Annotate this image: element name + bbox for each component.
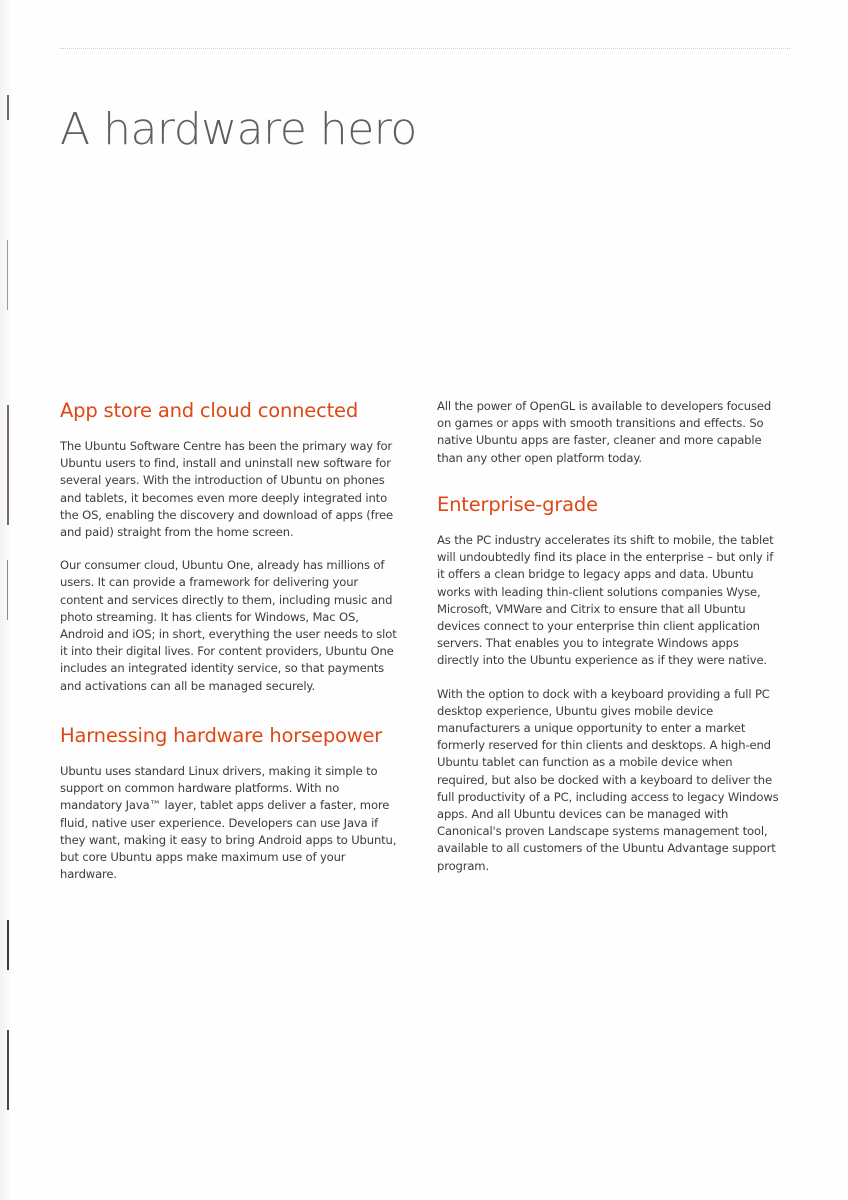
page-title: A hardware hero [60, 104, 417, 155]
binding-mark [7, 240, 8, 310]
paragraph-docking: With the option to dock with a keyboard providing a full PC desktop experience, Ubuntu gives mobile device manufacturers a unique opportunity to enter a market formerly reserved for thin clients and desktops. A high-end Ubuntu tablet can function as a mobile device when required, but also be docked with a keyboard to deliver the full productivity of a PC, including access to legacy Windows apps. And all Ubuntu devices can be managed with Canonical's proven Landscape systems management tool, available to all customers of the Ubuntu Advantage support program. [437, 686, 779, 873]
section-heading-harnessing: Harnessing hardware horsepower [60, 724, 383, 747]
section-app-store [60, 399, 402, 711]
section-heading-app-store: App store and cloud connected [60, 399, 359, 422]
binding-mark [7, 1030, 9, 1110]
paragraph-thin-client: As the PC industry accelerates its shift to mobile, the tablet will undoubtedly find its place in the enterprise – but only if it offers a clean bridge to legacy apps and data. Ubuntu works with leading thin-client solutions companies Wyse, Microsoft, VMWare and Citrix to ensure that all Ubuntu devices connect to your enterprise thin client application servers. That enables you to integrate Windows apps directly into the Ubuntu experience as if they were native. [437, 533, 774, 668]
paragraph-software-centre: The Ubuntu Software Centre has been the primary way for Ubuntu users to find, install and uninstall new software for several years. With the introduction of Ubuntu on phones and tablets, it becomes even more deeply integrated into the OS, enabling the discovery and download of apps (free and paid) straight from the home screen. [60, 439, 393, 540]
binding-mark [7, 560, 8, 620]
section-enterprise-grade [437, 493, 782, 891]
section-opengl [437, 398, 782, 483]
binding-mark [7, 95, 9, 120]
header-divider [60, 48, 790, 49]
paragraph-linux-drivers: Ubuntu uses standard Linux drivers, making it simple to support on common hardware platforms. With no mandatory Java™ layer, tablet apps deliver a faster, more fluid, native user experience. Developers can use Java if they want, making it easy to bring Android apps to Ubuntu, but core Ubuntu apps make maximum use of your hardware. [60, 764, 397, 882]
binding-mark [7, 920, 9, 970]
paragraph-opengl: All the power of OpenGL is available to developers focused on games or apps with smooth transitions and effects. So native Ubuntu apps are faster, cleaner and more capable than any other open platform today. [437, 399, 772, 465]
binding-mark [7, 405, 9, 525]
section-heading-enterprise: Enterprise-grade [437, 493, 598, 516]
section-harnessing-hardware [60, 724, 402, 899]
paragraph-ubuntu-one: Our consumer cloud, Ubuntu One, already has millions of users. It can provide a framework for delivering your content and services directly to them, including music and photo streaming. It has clients for Windows, Mac OS, Android and iOS; in short, everything the user needs to slot it into their digital lives. For content providers, Ubuntu One includes an integrated identity service, so that payments and activations can all be managed securely. [60, 558, 397, 693]
